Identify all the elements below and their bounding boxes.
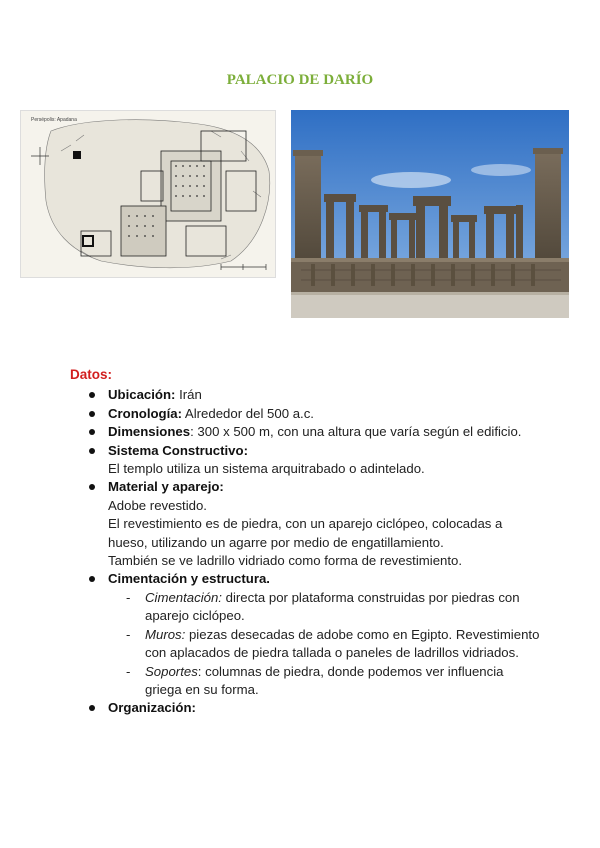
floor-plan-drawing — [21, 111, 275, 277]
sub-item-term: Muros: — [145, 626, 186, 642]
item-text: Adobe revestido. — [108, 497, 207, 513]
sub-list — [108, 589, 540, 699]
list-item-cronologia — [70, 405, 540, 423]
bullet-icon — [89, 705, 95, 711]
item-label: Cimentación y estructura. — [108, 571, 270, 587]
data-section — [70, 366, 540, 718]
sub-item-term: Soportes — [145, 663, 198, 679]
floor-plan-image — [20, 110, 276, 278]
bullet-icon — [89, 411, 95, 417]
list-item-organizacion — [70, 699, 540, 717]
section-heading: Datos: — [70, 367, 113, 382]
bullet-icon — [89, 429, 95, 435]
item-label: Ubicación: — [108, 387, 176, 403]
sub-item-cimentacion — [108, 589, 540, 626]
list-item-cimentacion — [70, 570, 540, 699]
item-text: También se ve ladrillo vidriado como forma de revestimiento. — [108, 553, 463, 569]
bullet-icon — [89, 484, 95, 490]
list-item-dimensiones — [70, 423, 540, 441]
item-text: El revestimiento es de piedra, con un aparejo ciclópeo, colocadas a hueso, utilizando un agarre por medio de engatillamiento. — [108, 516, 503, 550]
item-label: Cronología: — [108, 405, 182, 421]
sub-item-text: : columnas de piedra, donde podemos ver influencia griega en su forma. — [145, 663, 504, 697]
sub-item-term: Cimentación: — [145, 589, 222, 605]
bullet-icon — [89, 576, 95, 582]
sub-item-muros — [108, 626, 540, 663]
ruins-photo — [291, 110, 569, 318]
page-title: PALACIO DE DARÍO — [226, 72, 374, 88]
item-text: El templo utiliza un sistema arquitrabado o adintelado. — [108, 461, 425, 477]
bullet-icon — [89, 448, 95, 454]
plan-caption: Persépolis: Apadana — [31, 117, 77, 123]
item-text: : 300 x 500 m, con una altura que varía según el edificio. — [190, 424, 522, 440]
item-text: Alrededor del 500 a.c. — [182, 405, 314, 421]
dash-icon: - — [126, 589, 131, 605]
bullet-icon — [89, 392, 95, 398]
data-list — [70, 386, 540, 717]
list-item-sistema-constructivo — [70, 442, 540, 479]
item-label: Organización: — [108, 700, 196, 716]
list-item-material — [70, 478, 540, 570]
list-item-ubicacion — [70, 386, 540, 404]
item-text: Irán — [175, 387, 202, 403]
dash-icon: - — [126, 663, 131, 679]
sub-item-text: piezas desecadas de adobe como en Egipto. Revestimiento con aplacados de piedra tallada o paneles de ladrillos vidriados. — [145, 626, 540, 661]
sub-item-text: directa por plataforma construidas por piedras con aparejo ciclópeo. — [145, 589, 520, 624]
item-label: Material y aparejo: — [108, 479, 224, 495]
persepolis-ruins-photo — [291, 110, 569, 318]
item-label: Sistema Constructivo: — [108, 442, 248, 458]
dash-icon: - — [126, 626, 131, 642]
sub-item-soportes — [108, 663, 540, 700]
item-label: Dimensiones — [108, 424, 191, 440]
